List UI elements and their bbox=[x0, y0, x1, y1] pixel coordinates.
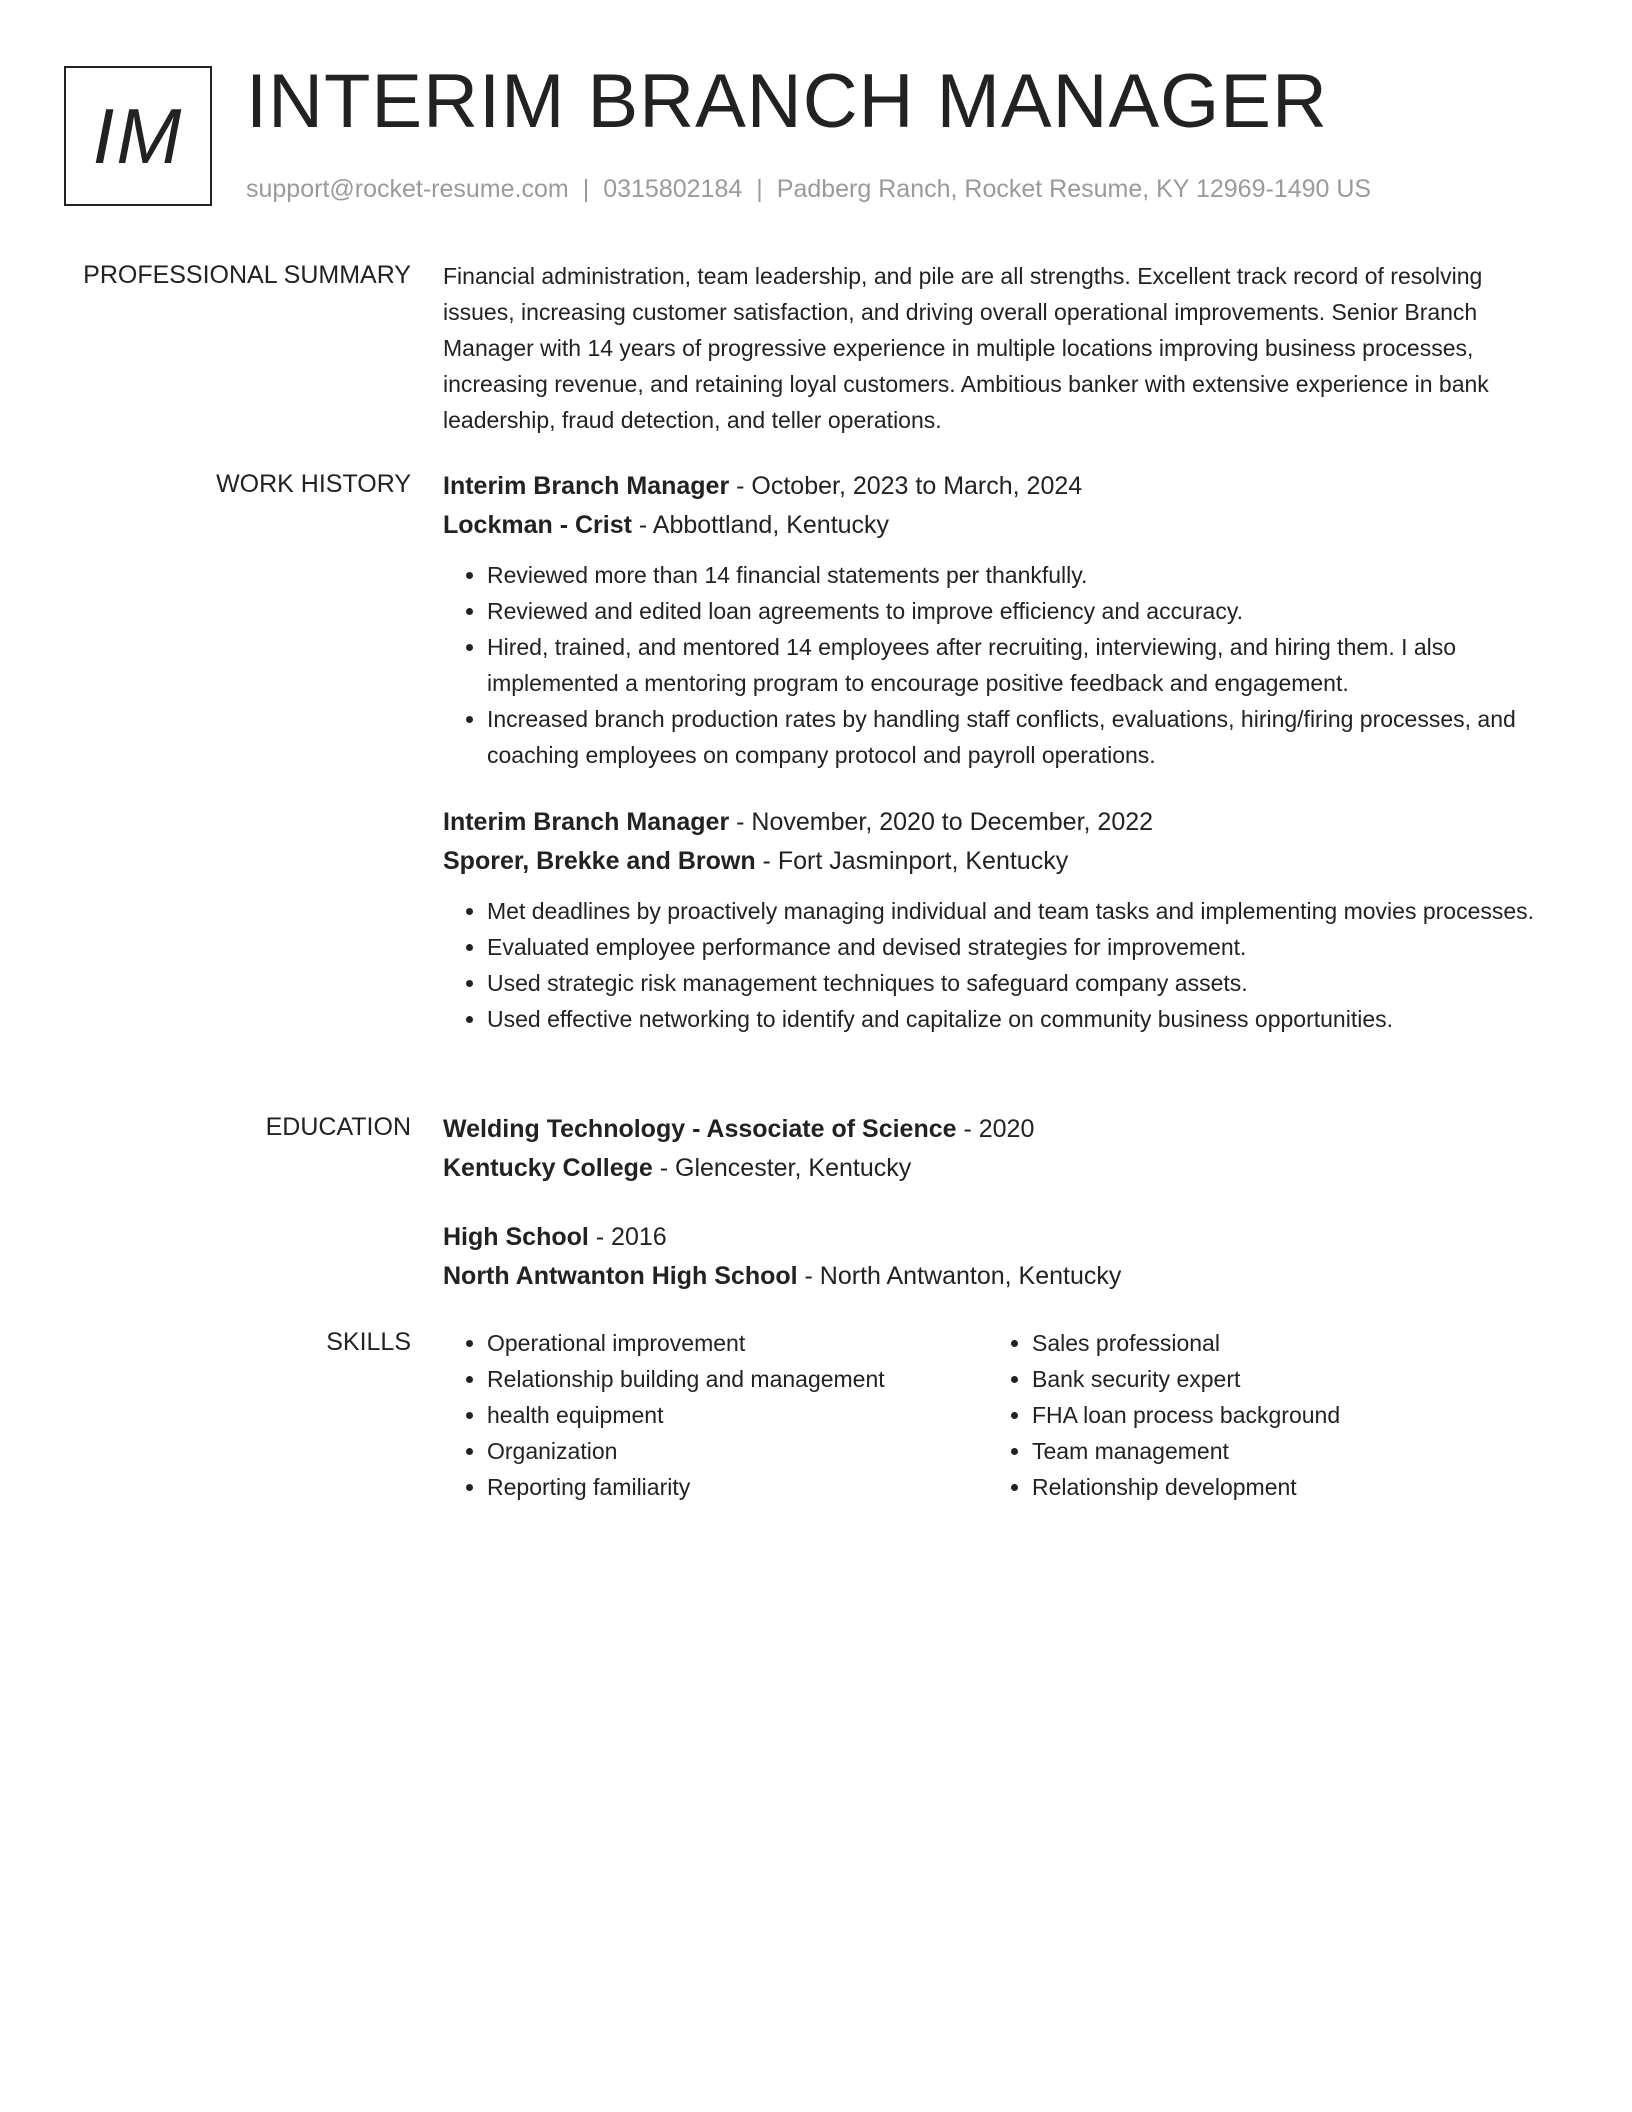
job-dates: - November, 2020 to December, 2022 bbox=[729, 808, 1154, 836]
section-label-education: EDUCATION bbox=[265, 1113, 411, 1141]
education-location: - Glencester, Kentucky bbox=[652, 1154, 912, 1182]
job-title-line bbox=[443, 467, 1555, 506]
skills-column-right bbox=[988, 1325, 1533, 1505]
job-bullet: • Used effective networking to identify and capitalize on community business opportunities. bbox=[487, 1001, 1555, 1037]
education-degree-line bbox=[443, 1218, 1555, 1257]
education-year: - 2016 bbox=[588, 1223, 667, 1251]
education-school-line bbox=[443, 1257, 1555, 1296]
contact-separator: | bbox=[582, 175, 590, 203]
job-company: Sporer, Brekke and Brown bbox=[443, 847, 756, 875]
job-title: Interim Branch Manager bbox=[443, 808, 730, 836]
job-bullet: • Used strategic risk management techniques to safeguard company assets. bbox=[487, 965, 1555, 1001]
skills-body bbox=[443, 1325, 1555, 1505]
resume-title: INTERIM BRANCH MANAGER bbox=[246, 59, 1328, 144]
job-bullets bbox=[443, 557, 1555, 773]
skill-item: • health equipment bbox=[487, 1397, 988, 1433]
job-entry bbox=[443, 803, 1555, 1037]
job-company: Lockman - Crist bbox=[443, 511, 632, 539]
monogram-logo: IM bbox=[64, 66, 212, 206]
skills-column-left bbox=[443, 1325, 988, 1505]
education-year: - 2020 bbox=[956, 1115, 1035, 1143]
skills-list bbox=[443, 1325, 988, 1505]
job-bullet: • Reviewed and edited loan agreements to improve efficiency and accuracy. bbox=[487, 593, 1555, 629]
skill-item: • Relationship building and management bbox=[487, 1361, 988, 1397]
skill-item: • Bank security expert bbox=[1032, 1361, 1533, 1397]
skill-item: • Relationship development bbox=[1032, 1469, 1533, 1505]
education-entry bbox=[443, 1110, 1555, 1188]
job-title-line bbox=[443, 803, 1555, 842]
summary-body bbox=[443, 258, 1555, 438]
education-location: - North Antwanton, Kentucky bbox=[797, 1262, 1122, 1290]
job-entry bbox=[443, 467, 1555, 773]
job-bullet: • Evaluated employee performance and devised strategies for improvement. bbox=[487, 929, 1555, 965]
job-bullet: • Hired, trained, and mentored 14 employees after recruiting, interviewing, and hiring them. I also implemented a mentoring program to encourage positive feedback and engagement. bbox=[487, 629, 1555, 701]
education-degree-line bbox=[443, 1110, 1555, 1149]
job-company-line bbox=[443, 506, 1555, 545]
section-label-work-history: WORK HISTORY bbox=[216, 470, 411, 498]
contact-email: support@rocket-resume.com bbox=[246, 175, 569, 203]
skills-columns bbox=[443, 1325, 1555, 1505]
skill-item: • Team management bbox=[1032, 1433, 1533, 1469]
education-body bbox=[443, 1110, 1555, 1326]
contact-phone: 0315802184 bbox=[603, 175, 743, 203]
contact-line bbox=[246, 172, 1371, 206]
skill-item: • Sales professional bbox=[1032, 1325, 1533, 1361]
contact-separator: | bbox=[756, 175, 763, 203]
education-school-line bbox=[443, 1149, 1555, 1188]
education-school: Kentucky College bbox=[443, 1154, 653, 1182]
job-bullet: • Reviewed more than 14 financial statements per thankfully. bbox=[487, 557, 1555, 593]
education-degree: High School bbox=[443, 1223, 589, 1251]
education-degree: Welding Technology - Associate of Science bbox=[443, 1115, 957, 1143]
education-school: North Antwanton High School bbox=[443, 1262, 798, 1290]
section-label-summary: PROFESSIONAL SUMMARY bbox=[83, 261, 411, 289]
job-bullet: • Increased branch production rates by handling staff conflicts, evaluations, hiring/firing processes, and coaching employees on company protocol and payroll operations. bbox=[487, 701, 1555, 773]
contact-address: Padberg Ranch, Rocket Resume, KY 12969-1490 US bbox=[776, 175, 1372, 203]
summary-text: Financial administration, team leadership, and pile are all strengths. Excellent track record of resolving issues, increasing customer satisfaction, and driving overall operational improvements. Senior Branch Manager with 14 years of progressive experience in multiple locations improving business processes, increasing revenue, and retaining loyal customers. Ambitious banker with extensive experience in bank leadership, fraud detection, and teller operations. bbox=[443, 263, 1489, 433]
job-dates: - October, 2023 to March, 2024 bbox=[729, 472, 1083, 500]
work-history-body bbox=[443, 467, 1555, 1067]
job-location: - Fort Jasminport, Kentucky bbox=[755, 847, 1069, 875]
skill-item: • Operational improvement bbox=[487, 1325, 988, 1361]
job-location: - Abbottland, Kentucky bbox=[631, 511, 890, 539]
skill-item: • Reporting familiarity bbox=[487, 1469, 988, 1505]
job-bullet: • Met deadlines by proactively managing individual and team tasks and implementing movies processes. bbox=[487, 893, 1555, 929]
skills-list bbox=[988, 1325, 1533, 1505]
education-entry bbox=[443, 1218, 1555, 1296]
job-company-line bbox=[443, 842, 1555, 881]
section-label-skills: SKILLS bbox=[326, 1328, 411, 1356]
skill-item: • Organization bbox=[487, 1433, 988, 1469]
job-title: Interim Branch Manager bbox=[443, 472, 730, 500]
job-bullets bbox=[443, 893, 1555, 1037]
skill-item: • FHA loan process background bbox=[1032, 1397, 1533, 1433]
